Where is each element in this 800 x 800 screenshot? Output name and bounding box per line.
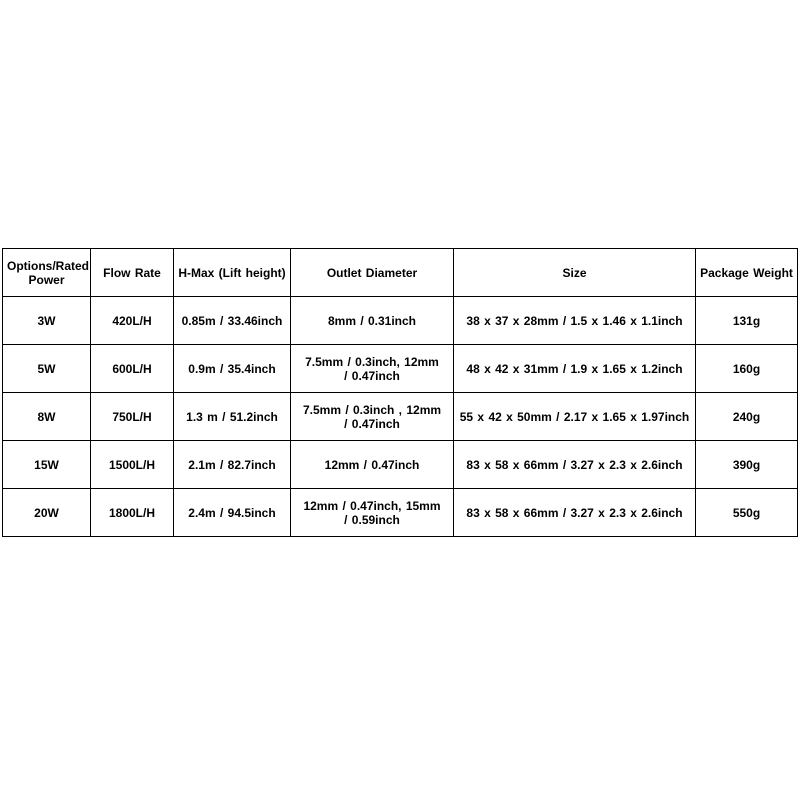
cell-size: 55 x 42 x 50mm / 2.17 x 1.65 x 1.97inch bbox=[454, 393, 696, 441]
cell-flow-rate: 420L/H bbox=[91, 297, 174, 345]
cell-size: 48 x 42 x 31mm / 1.9 x 1.65 x 1.2inch bbox=[454, 345, 696, 393]
cell-flow-rate: 1500L/H bbox=[91, 441, 174, 489]
header-size: Size bbox=[454, 249, 696, 297]
cell-outlet-diameter: 12mm / 0.47inch bbox=[291, 441, 454, 489]
cell-flow-rate: 1800L/H bbox=[91, 489, 174, 537]
header-flow-rate: Flow Rate bbox=[91, 249, 174, 297]
cell-lift-height: 0.85m / 33.46inch bbox=[174, 297, 291, 345]
cell-flow-rate: 750L/H bbox=[91, 393, 174, 441]
header-lift-height: H-Max (Lift height) bbox=[174, 249, 291, 297]
cell-lift-height: 2.1m / 82.7inch bbox=[174, 441, 291, 489]
cell-package-weight: 390g bbox=[696, 441, 798, 489]
cell-rated-power: 3W bbox=[3, 297, 91, 345]
table-header-row bbox=[3, 249, 798, 297]
cell-outlet-diameter: 12mm / 0.47inch, 15mm / 0.59inch bbox=[291, 489, 454, 537]
header-outlet-diameter: Outlet Diameter bbox=[291, 249, 454, 297]
cell-package-weight: 160g bbox=[696, 345, 798, 393]
table-row bbox=[3, 441, 798, 489]
cell-outlet-diameter: 8mm / 0.31inch bbox=[291, 297, 454, 345]
cell-outlet-diameter: 7.5mm / 0.3inch , 12mm / 0.47inch bbox=[291, 393, 454, 441]
cell-rated-power: 15W bbox=[3, 441, 91, 489]
cell-lift-height: 1.3 m / 51.2inch bbox=[174, 393, 291, 441]
specifications-table bbox=[2, 248, 798, 537]
cell-rated-power: 5W bbox=[3, 345, 91, 393]
cell-size: 83 x 58 x 66mm / 3.27 x 2.3 x 2.6inch bbox=[454, 489, 696, 537]
cell-rated-power: 20W bbox=[3, 489, 91, 537]
cell-package-weight: 131g bbox=[696, 297, 798, 345]
cell-rated-power: 8W bbox=[3, 393, 91, 441]
cell-size: 83 x 58 x 66mm / 3.27 x 2.3 x 2.6inch bbox=[454, 441, 696, 489]
cell-lift-height: 0.9m / 35.4inch bbox=[174, 345, 291, 393]
table-row bbox=[3, 393, 798, 441]
table-row bbox=[3, 345, 798, 393]
table-row bbox=[3, 297, 798, 345]
table-row bbox=[3, 489, 798, 537]
header-package-weight: Package Weight bbox=[696, 249, 798, 297]
cell-flow-rate: 600L/H bbox=[91, 345, 174, 393]
header-rated-power: Options/Rated Power bbox=[3, 249, 91, 297]
cell-package-weight: 240g bbox=[696, 393, 798, 441]
cell-outlet-diameter: 7.5mm / 0.3inch, 12mm / 0.47inch bbox=[291, 345, 454, 393]
cell-lift-height: 2.4m / 94.5inch bbox=[174, 489, 291, 537]
cell-size: 38 x 37 x 28mm / 1.5 x 1.46 x 1.1inch bbox=[454, 297, 696, 345]
cell-package-weight: 550g bbox=[696, 489, 798, 537]
